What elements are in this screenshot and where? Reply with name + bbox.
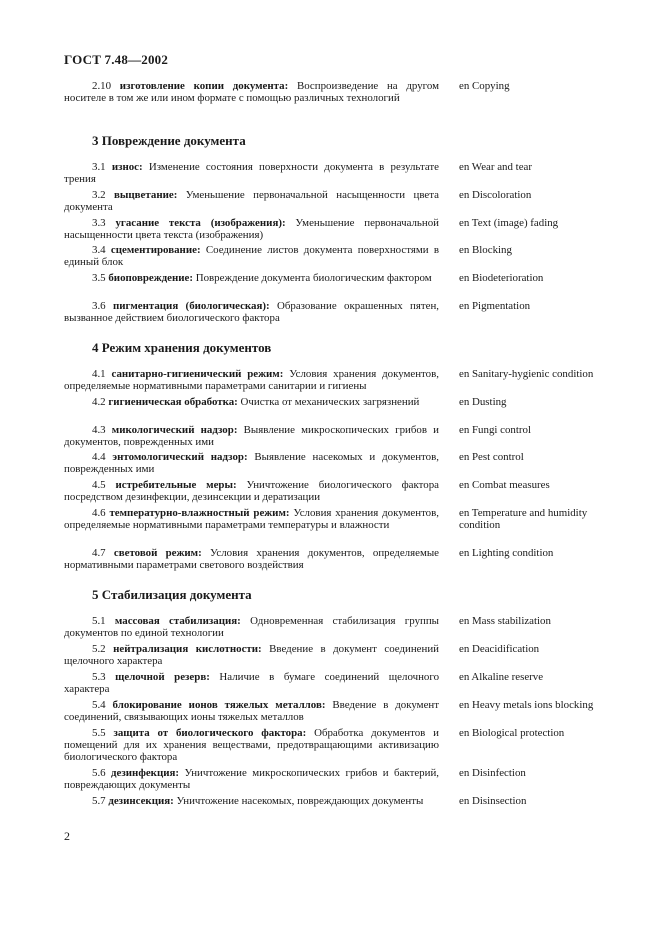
term-definition bbox=[64, 615, 439, 639]
english-equivalent: en Pigmentation bbox=[459, 300, 531, 312]
term-number: 3.5 bbox=[92, 272, 109, 284]
term-text: Выявление насекомых и документов, поврежденных ими bbox=[64, 451, 439, 476]
english-equivalent: en Wear and tear bbox=[459, 161, 532, 173]
english-equivalent: en Blocking bbox=[459, 244, 512, 256]
term-number: 4.3 bbox=[92, 424, 112, 436]
term-definition bbox=[64, 272, 439, 284]
term-number: 5.1 bbox=[92, 615, 115, 627]
english-equivalent: en Heavy metals ions blocking bbox=[459, 699, 594, 711]
english-equivalent: en Fungi control bbox=[459, 424, 531, 436]
term-number: 5.7 bbox=[92, 795, 109, 807]
term-number: 5.5 bbox=[92, 727, 114, 739]
term-definition bbox=[64, 643, 439, 667]
term-definition bbox=[64, 795, 439, 807]
english-equivalent: en Text (image) fading bbox=[459, 217, 559, 229]
term-text: Введение в документ соединений щелочного характера bbox=[64, 643, 439, 668]
term-name: защита от биологического фактора: bbox=[113, 727, 307, 739]
term-definition bbox=[64, 217, 439, 241]
term-number: 3.2 bbox=[92, 189, 115, 201]
section-title: 3 Повреждение документа bbox=[92, 133, 246, 148]
term-definition bbox=[64, 189, 439, 213]
term-name: санитарно-гигиенический режим: bbox=[111, 368, 284, 380]
section-title: 4 Режим хранения документов bbox=[92, 340, 272, 355]
term-definition bbox=[64, 727, 439, 764]
term-definition bbox=[64, 547, 439, 571]
term-number: 5.6 bbox=[92, 767, 112, 779]
page-header: ГОСТ 7.48—2002 bbox=[64, 52, 169, 67]
term-number: 4.1 bbox=[92, 368, 112, 380]
term-text: Наличие в бумаге соединений щелочного характера bbox=[64, 671, 440, 696]
term-name: угасание текста (изображения): bbox=[115, 217, 286, 229]
term-definition bbox=[64, 479, 439, 503]
term-name: дезинфекция: bbox=[111, 767, 180, 779]
term-text: Уменьшение первоначальной насыщенности цвета документа bbox=[64, 189, 439, 214]
english-equivalent: en Temperature and humidity condition bbox=[459, 507, 588, 532]
page-number: 2 bbox=[64, 829, 70, 843]
term-number: 3.4 bbox=[92, 244, 111, 256]
term-text: Условия хранения документов, определяемые нормативными параметрами температуры и влажности bbox=[64, 507, 439, 532]
term-definition bbox=[64, 424, 439, 448]
term-name: износ: bbox=[111, 161, 143, 173]
term-number: 2.10 bbox=[92, 80, 120, 92]
english-equivalent: en Disinfection bbox=[459, 767, 526, 779]
term-text: Условия хранения документов, определяемые нормативными параметрами санитарии и гигиены bbox=[64, 368, 439, 393]
term-text: Воспроизведение на другом носителе в том же или ином формате с помощью различных технологий bbox=[64, 80, 439, 105]
term-name: щелочной резерв: bbox=[115, 671, 210, 683]
term-number: 4.4 bbox=[92, 451, 113, 463]
term-text: Условия хранения документов, определяемые нормативными параметрами светового воздействия bbox=[64, 547, 439, 572]
english-equivalent: en Biodeterioration bbox=[459, 272, 544, 284]
term-name: истребительные меры: bbox=[115, 479, 237, 491]
term-name: блокирование ионов тяжелых металлов: bbox=[112, 699, 326, 711]
english-equivalent: en Sanitary-hygienic condition bbox=[459, 368, 594, 380]
term-number: 3.1 bbox=[92, 161, 112, 173]
english-equivalent: en Pest control bbox=[459, 451, 524, 463]
term-definition bbox=[64, 368, 439, 392]
term-name: изготовление копии документа: bbox=[119, 80, 289, 92]
term-number: 5.4 bbox=[92, 699, 113, 711]
term-name: световой режим: bbox=[113, 547, 202, 559]
term-definition bbox=[64, 451, 439, 475]
english-equivalent: en Combat measures bbox=[459, 479, 550, 491]
term-number: 4.7 bbox=[92, 547, 114, 559]
english-equivalent: en Dusting bbox=[459, 396, 507, 408]
term-name: сцементирование: bbox=[110, 244, 201, 256]
english-equivalent: en Deacidification bbox=[459, 643, 540, 655]
term-text: Уничтожение биологического фактора посредством дезинфекции, дезинсекции и дератизации bbox=[64, 479, 440, 504]
term-name: температурно-влажностный режим: bbox=[109, 507, 290, 519]
term-definition bbox=[64, 300, 439, 324]
term-text: Выявление микроскопических грибов и документов, поврежденных ими bbox=[64, 424, 440, 449]
term-text: Введение в документ соединений, связывающих ионы тяжелых металлов bbox=[64, 699, 439, 724]
term-text: Образование окрашенных пятен, вызванное действием биологического фактора bbox=[64, 300, 440, 325]
term-number: 3.3 bbox=[92, 217, 116, 229]
term-name: биоповреждение: bbox=[108, 272, 193, 284]
term-definition bbox=[64, 244, 439, 268]
term-text: Соединение листов документа поверхностями в единый блок bbox=[64, 244, 439, 269]
term-number: 5.2 bbox=[92, 643, 114, 655]
english-equivalent: en Mass stabilization bbox=[459, 615, 551, 627]
term-text: Изменение состояния поверхности документа в результате трения bbox=[64, 161, 439, 186]
term-definition bbox=[64, 161, 439, 185]
term-name: нейтрализация кислотности: bbox=[113, 643, 262, 655]
term-text: Повреждение документа биологическим фактором bbox=[192, 272, 432, 284]
term-definition bbox=[64, 396, 439, 408]
section-title: 5 Стабилизация документа bbox=[92, 587, 252, 602]
term-name: микологический надзор: bbox=[111, 424, 238, 436]
term-name: гигиеническая обработка: bbox=[108, 396, 238, 408]
term-text: Уничтожение насекомых, повреждающих документы bbox=[173, 795, 424, 807]
english-equivalent: en Alkaline reserve bbox=[459, 671, 544, 683]
english-equivalent: en Lighting condition bbox=[459, 547, 554, 559]
term-name: выцветание: bbox=[114, 189, 178, 201]
term-definition bbox=[64, 507, 439, 531]
term-text: Уничтожение микроскопических грибов и бактерий, повреждающих документы bbox=[64, 767, 439, 792]
term-number: 4.5 bbox=[92, 479, 116, 491]
term-text: Уменьшение первоначальной насыщенности цвета текста (изображения) bbox=[64, 217, 439, 242]
english-equivalent: en Biological protection bbox=[459, 727, 565, 739]
term-definition bbox=[64, 80, 439, 104]
term-name: дезинсекция: bbox=[108, 795, 174, 807]
english-equivalent: en Copying bbox=[459, 80, 510, 92]
term-text: Очистка от механических загрязнений bbox=[237, 396, 420, 408]
english-equivalent: en Disinsection bbox=[459, 795, 527, 807]
term-text: Одновременная стабилизация группы документов по единой технологии bbox=[64, 615, 439, 640]
term-number: 4.2 bbox=[92, 396, 109, 408]
term-definition bbox=[64, 671, 439, 695]
term-name: энтомологический надзор: bbox=[112, 451, 248, 463]
english-equivalent: en Discoloration bbox=[459, 189, 532, 201]
term-number: 5.3 bbox=[92, 671, 116, 683]
term-definition bbox=[64, 699, 439, 723]
term-name: пигментация (биологическая): bbox=[112, 300, 270, 312]
term-text: Обработка документов и помещений для их хранения веществами, предотвращающими активизацию биологического фактора bbox=[64, 727, 439, 764]
term-name: массовая стабилизация: bbox=[114, 615, 241, 627]
term-number: 4.6 bbox=[92, 507, 110, 519]
term-number: 3.6 bbox=[92, 300, 113, 312]
term-definition bbox=[64, 767, 439, 791]
